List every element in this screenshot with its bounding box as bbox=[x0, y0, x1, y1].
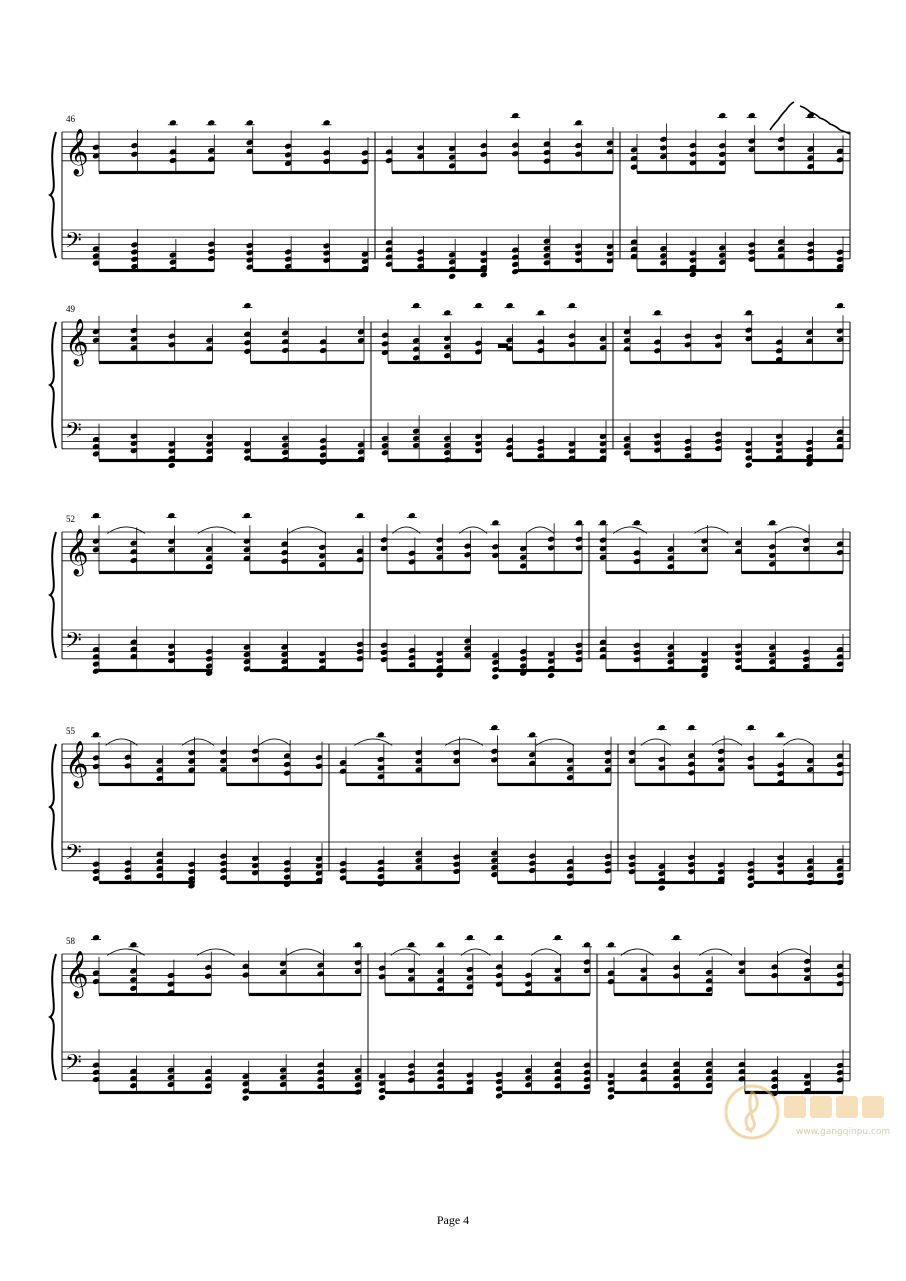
beam bbox=[513, 361, 606, 364]
beam bbox=[250, 571, 363, 574]
notehead bbox=[689, 271, 697, 278]
tie-arc bbox=[258, 739, 290, 745]
watermark-site: www.gangqinpu.com bbox=[796, 1127, 891, 1137]
treble-clef-icon: 𝄞 bbox=[65, 128, 89, 175]
notehead bbox=[443, 309, 451, 316]
beam bbox=[741, 669, 843, 672]
tie-arc bbox=[461, 949, 490, 955]
notehead bbox=[491, 519, 499, 526]
notehead bbox=[436, 671, 444, 678]
notehead bbox=[658, 724, 666, 731]
tie-arc bbox=[107, 527, 145, 533]
notehead bbox=[747, 882, 755, 889]
bass-clef-icon: 𝄢 bbox=[65, 840, 82, 871]
beam bbox=[745, 993, 843, 996]
beam bbox=[99, 571, 212, 574]
beam bbox=[385, 1091, 473, 1094]
notehead bbox=[748, 112, 756, 119]
measure-number: 49 bbox=[66, 304, 75, 314]
beam bbox=[99, 783, 195, 786]
notehead bbox=[168, 462, 176, 469]
watermark-glyphs-icon bbox=[784, 1096, 884, 1118]
notehead bbox=[437, 941, 445, 948]
notehead bbox=[129, 941, 137, 948]
tie-arc bbox=[531, 949, 560, 955]
notehead bbox=[407, 941, 415, 948]
notehead bbox=[495, 934, 503, 941]
beam bbox=[502, 1091, 590, 1094]
system-brace bbox=[50, 744, 56, 870]
tie-arc bbox=[641, 739, 671, 745]
beam bbox=[346, 881, 460, 884]
notehead bbox=[323, 119, 331, 126]
beam bbox=[226, 783, 322, 786]
notehead bbox=[92, 731, 100, 738]
beam bbox=[606, 669, 708, 672]
beam bbox=[99, 1091, 211, 1094]
notehead bbox=[745, 462, 753, 469]
notehead bbox=[607, 941, 615, 948]
tie-arc bbox=[182, 739, 214, 745]
beam bbox=[614, 993, 712, 996]
notehead bbox=[672, 934, 680, 941]
measure-number: 46 bbox=[66, 114, 75, 124]
beam bbox=[637, 269, 725, 272]
beam bbox=[99, 171, 214, 174]
notehead bbox=[718, 112, 726, 119]
beam bbox=[754, 881, 843, 884]
notehead bbox=[701, 672, 709, 679]
notehead bbox=[242, 1095, 250, 1102]
beam bbox=[250, 669, 363, 672]
tie-arc bbox=[197, 949, 234, 955]
tie-arc bbox=[536, 739, 574, 745]
beam bbox=[755, 171, 843, 174]
beam bbox=[388, 459, 481, 462]
tie-arc bbox=[107, 949, 144, 955]
notehead bbox=[633, 519, 641, 526]
measure-number: 58 bbox=[66, 936, 75, 946]
rest-icon bbox=[498, 344, 508, 348]
notehead bbox=[169, 119, 177, 126]
notehead bbox=[207, 119, 215, 126]
beam bbox=[99, 459, 213, 462]
beam bbox=[99, 361, 213, 364]
beam bbox=[513, 459, 606, 462]
beam bbox=[99, 669, 212, 672]
notehead bbox=[356, 512, 364, 519]
beam bbox=[392, 269, 487, 272]
notehead bbox=[92, 934, 100, 941]
notehead bbox=[491, 673, 499, 680]
tie-arc bbox=[776, 527, 810, 533]
tie-arc bbox=[621, 949, 654, 955]
notehead bbox=[246, 119, 254, 126]
notehead bbox=[528, 731, 536, 738]
notehead bbox=[653, 309, 661, 316]
tie-arc bbox=[699, 949, 732, 955]
beam bbox=[502, 993, 590, 996]
beam bbox=[497, 783, 611, 786]
tie-arc bbox=[784, 739, 814, 745]
beam bbox=[754, 783, 843, 786]
beam bbox=[388, 361, 481, 364]
notehead bbox=[768, 519, 776, 526]
tie-arc bbox=[391, 949, 420, 955]
beam bbox=[498, 669, 582, 672]
beam bbox=[392, 171, 487, 174]
system-brace bbox=[50, 954, 56, 1080]
beam bbox=[250, 361, 364, 364]
beam bbox=[630, 361, 721, 364]
notehead bbox=[836, 302, 844, 309]
treble-clef-icon: 𝄞 bbox=[65, 740, 89, 787]
tie-arc bbox=[694, 527, 728, 533]
notehead bbox=[495, 1092, 503, 1099]
treble-clef-icon: 𝄞 bbox=[65, 318, 89, 365]
notehead bbox=[687, 724, 695, 731]
notehead bbox=[377, 731, 385, 738]
beam bbox=[630, 459, 721, 462]
bass-clef-icon: 𝄢 bbox=[65, 418, 82, 449]
bass-clef-icon: 𝄢 bbox=[65, 1050, 82, 1081]
beam bbox=[249, 993, 361, 996]
notehead bbox=[554, 934, 562, 941]
beam bbox=[346, 783, 460, 786]
beam bbox=[755, 269, 843, 272]
notehead bbox=[490, 724, 498, 731]
notehead bbox=[658, 885, 666, 892]
tie-arc bbox=[526, 527, 554, 533]
beam bbox=[637, 171, 725, 174]
tie-arc bbox=[198, 527, 236, 533]
beam bbox=[226, 881, 322, 884]
measure-number: 55 bbox=[66, 726, 75, 736]
notehead bbox=[448, 273, 456, 280]
tie-arc bbox=[287, 949, 324, 955]
beam bbox=[387, 669, 471, 672]
beam bbox=[249, 1091, 361, 1094]
treble-clef-logo-icon bbox=[726, 1086, 778, 1138]
notehead bbox=[480, 271, 488, 278]
notehead bbox=[574, 119, 582, 126]
watermark bbox=[722, 1082, 902, 1144]
beam bbox=[498, 571, 582, 574]
tie-arc bbox=[778, 949, 811, 955]
notehead bbox=[243, 512, 251, 519]
tie-arc bbox=[445, 739, 483, 745]
beam bbox=[752, 459, 843, 462]
beam bbox=[99, 881, 195, 884]
notehead bbox=[568, 302, 576, 309]
tie-arc bbox=[288, 527, 326, 533]
beam bbox=[635, 881, 724, 884]
notehead bbox=[466, 934, 474, 941]
page-number: Page 4 bbox=[436, 1213, 470, 1227]
beam bbox=[253, 269, 368, 272]
beam bbox=[497, 881, 611, 884]
treble-clef-icon: 𝄞 bbox=[65, 528, 89, 575]
beam bbox=[253, 171, 368, 174]
notehead bbox=[474, 302, 482, 309]
system-brace bbox=[50, 322, 56, 448]
beam bbox=[752, 361, 843, 364]
notehead bbox=[92, 512, 100, 519]
beam bbox=[741, 571, 843, 574]
notehead bbox=[408, 512, 416, 519]
tie-arc bbox=[613, 527, 647, 533]
notehead bbox=[506, 302, 514, 309]
beam bbox=[387, 571, 471, 574]
system-brace bbox=[50, 132, 56, 258]
tie-arc bbox=[459, 527, 487, 533]
notehead bbox=[777, 731, 785, 738]
notehead bbox=[747, 724, 755, 731]
tie-arc bbox=[712, 739, 742, 745]
beam bbox=[614, 1091, 712, 1094]
bass-clef-icon: 𝄢 bbox=[65, 628, 82, 659]
notehead bbox=[547, 672, 555, 679]
measure-number: 52 bbox=[66, 514, 75, 524]
beam bbox=[606, 571, 708, 574]
beam bbox=[250, 459, 364, 462]
system-brace bbox=[50, 532, 56, 658]
notehead bbox=[511, 112, 519, 119]
tie-arc bbox=[354, 739, 392, 745]
beam bbox=[635, 783, 724, 786]
notehead bbox=[378, 1094, 386, 1101]
treble-clef-icon: 𝄞 bbox=[65, 950, 89, 997]
beam bbox=[99, 993, 211, 996]
beam bbox=[99, 269, 214, 272]
notehead bbox=[607, 1093, 615, 1100]
beam bbox=[385, 993, 473, 996]
notehead bbox=[167, 512, 175, 519]
tie-arc bbox=[392, 527, 420, 533]
bass-clef-icon: 𝄢 bbox=[65, 228, 82, 259]
tie-arc bbox=[106, 739, 138, 745]
beam bbox=[518, 269, 613, 272]
notehead bbox=[537, 309, 545, 316]
notehead bbox=[243, 302, 251, 309]
notehead bbox=[412, 302, 420, 309]
beam bbox=[518, 171, 613, 174]
